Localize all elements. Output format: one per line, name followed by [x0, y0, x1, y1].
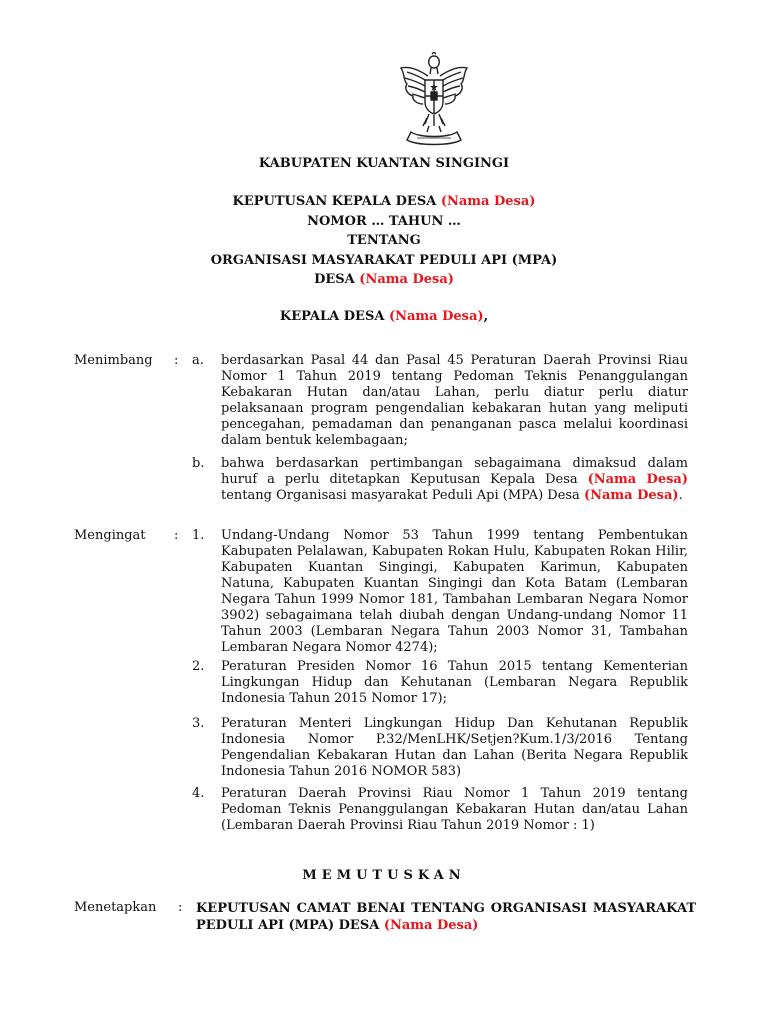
regency-title: [0, 154, 768, 174]
mengingat-marker-1: 1.: [192, 528, 205, 543]
mengingat-marker-3: 3.: [192, 716, 205, 731]
menimbang-b-text-1: bahwa berdasarkan pertimbangan sebagaimana dimaksud dalam huruf a perlu ditetapkan Keputusan Kepala Desa: [221, 456, 688, 487]
decree-number: NOMOR … TAHUN …: [307, 213, 461, 229]
regency-name: KABUPATEN KUANTAN SINGINGI: [258, 156, 510, 171]
menimbang-label: Menimbang: [74, 353, 153, 368]
menetapkan-label: Menetapkan: [74, 900, 157, 915]
menetapkan-body: KEPUTUSAN CAMAT BENAI TENTANG ORGANISASI MASYARAKAT PEDULI API (MPA) DESA: [196, 901, 696, 933]
mengingat-colon: :: [174, 528, 179, 543]
menimbang-b-text-2: tentang Organisasi masyarakat Peduli Api (MPA) Desa: [221, 488, 584, 503]
garuda-emblem-icon: [399, 52, 469, 150]
village-placeholder: (Nama Desa): [587, 472, 688, 487]
head-prefix: KEPALA DESA: [279, 309, 385, 324]
mengingat-marker-4: 4.: [192, 786, 205, 801]
menimbang-item-b: [221, 456, 688, 504]
menetapkan-colon: :: [178, 900, 183, 915]
village-prefix: DESA: [314, 272, 355, 287]
menimbang-b-text-3: .: [678, 488, 683, 503]
decree-village-line: [0, 270, 768, 290]
head-suffix: ,: [483, 309, 489, 324]
memutuskan-heading: MEMUTUSKAN: [302, 868, 466, 883]
village-placeholder: (Nama Desa): [440, 194, 536, 209]
village-placeholder: (Nama Desa): [583, 488, 679, 503]
menetapkan-text: [196, 900, 696, 934]
decree-heading: [0, 192, 768, 290]
menimbang-item-a: berdasarkan Pasal 44 dan Pasal 45 Peraturan Daerah Provinsi Riau Nomor 1 Tahun 2019 tentang Pedoman Teknis Penanggulangan Kebakaran Hutan dan/atau Lahan, perlu diatur perlu diatur pelaksanaan program pengendalian kebakaran hutan yang meliputi pencegahan, pemadaman dan penanganan pasca melalui koordinasi dalam bentuk kelembagaan;: [221, 353, 688, 448]
mengingat-item-1: Undang-Undang Nomor 53 Tahun 1999 tentang Pembentukan Kabupaten Pelalawan, Kabupaten Rokan Hulu, Kabupaten Rokan Hilir, Kabupaten Kuantan Singingi, Kabupaten Karimun, Kabupaten Natuna, Kabupaten Kuantan Singingi dan Kota Batam (Lembaran Negara Tahun 1999 Nomor 181, Tambahan Lembaran Negara Nomor 3902) sebagaimana telah diubah dengan Undang-undang Nomor 11 Tahun 2003 (Lembaran Negara Tahun 2003 Nomor 31, Tambahan Lembaran Negara Nomor 4274);: [221, 528, 688, 655]
mengingat-item-2: Peraturan Presiden Nomor 16 Tahun 2015 tentang Kementerian Lingkungan Hidup dan Kehutanan (Lembaran Negara Republik Indonesia Tahun 2015 Nomor 17);: [221, 659, 688, 706]
village-placeholder: (Nama Desa): [359, 272, 454, 287]
decree-about: TENTANG: [347, 233, 421, 248]
village-placeholder: (Nama Desa): [388, 309, 484, 324]
menimbang-marker-b: b.: [192, 456, 205, 471]
decree-prefix: KEPUTUSAN KEPALA DESA: [232, 194, 437, 209]
mengingat-label: Mengingat: [74, 528, 146, 543]
decree-title-line: [0, 192, 768, 212]
menimbang-colon: :: [174, 353, 179, 368]
decree-subject: ORGANISASI MASYARAKAT PEDULI API (MPA): [210, 252, 558, 268]
village-placeholder: (Nama Desa): [383, 918, 479, 933]
mengingat-item-3: Peraturan Menteri Lingkungan Hidup Dan Kehutanan Republik Indonesia Nomor P.32/MenLHK/Setjen?Kum.1/3/2016 Tentang Pengendalian Kebakaran Hutan dan Lahan (Berita Negara Republik Indonesia Tahun 2016 NOMOR 583): [221, 716, 688, 779]
mengingat-item-4: Peraturan Daerah Provinsi Riau Nomor 1 Tahun 2019 tentang Pedoman Teknis Penanggulangan Kebakaran Hutan dan/atau Lahan (Lembaran Daerah Provinsi Riau Tahun 2019 Nomor : 1): [221, 786, 688, 833]
mengingat-marker-2: 2.: [192, 659, 205, 674]
head-of-village-line: [0, 307, 768, 327]
menimbang-marker-a: a.: [192, 353, 204, 368]
